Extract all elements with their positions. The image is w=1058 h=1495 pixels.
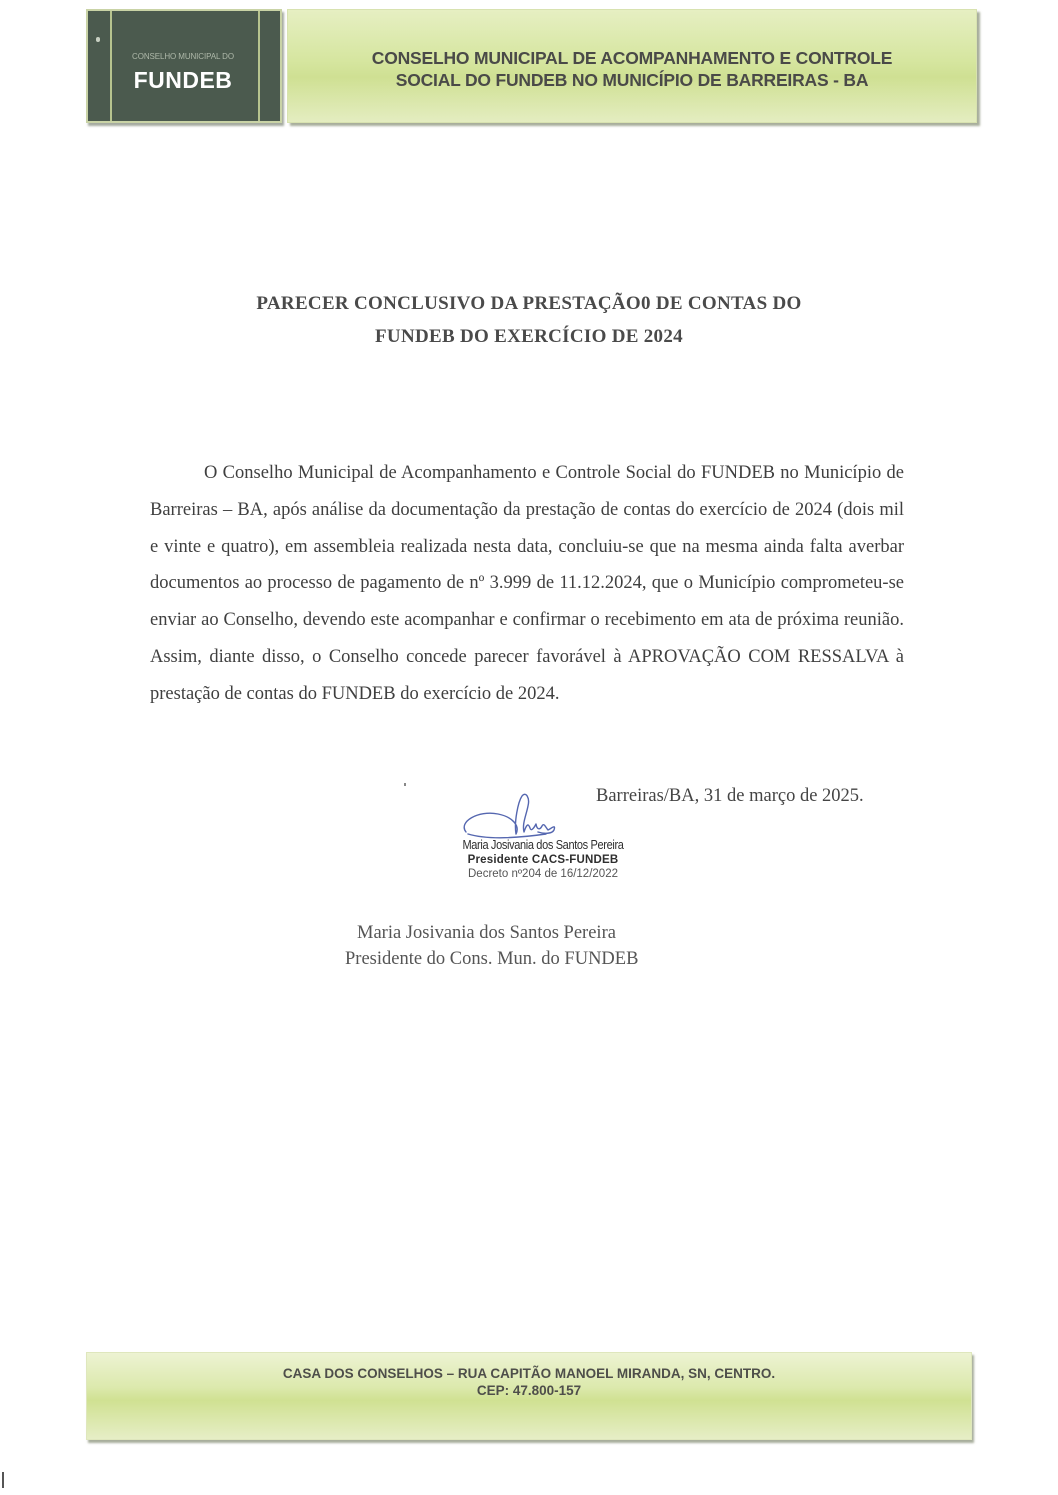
scan-speck xyxy=(404,783,406,786)
footer-banner xyxy=(86,1352,972,1440)
signer-role: Presidente do Cons. Mun. do FUNDEB xyxy=(345,949,639,969)
header-banner xyxy=(287,9,977,123)
scan-artifact xyxy=(2,1472,4,1488)
organization-name xyxy=(288,47,976,91)
signer-name: Maria Josivania dos Santos Pereira xyxy=(357,923,616,943)
document-title-line-2: FUNDEB DO EXERCÍCIO DE 2024 xyxy=(375,326,683,347)
place-and-date: Barreiras/BA, 31 de março de 2025. xyxy=(596,786,864,806)
logo-subtitle: CONSELHO MUNICIPAL DO xyxy=(132,52,234,61)
footer-address-block xyxy=(87,1365,971,1399)
stamp-role: Presidente CACS-FUNDEB xyxy=(467,854,619,866)
document-title xyxy=(0,287,1058,353)
document-title-line-1: PARECER CONCLUSIVO DA PRESTAÇÃO0 DE CONTAS DO xyxy=(256,293,802,314)
stamp-name: Maria Josivania dos Santos Pereira xyxy=(462,838,624,852)
signer-block xyxy=(345,920,638,972)
handwritten-signature-icon xyxy=(458,792,578,844)
logo-title: FUNDEB xyxy=(133,67,233,93)
logo-mark xyxy=(96,37,100,42)
opinion-paragraph: O Conselho Municipal de Acompanhamento e Controle Social do FUNDEB no Município de Barreiras – BA, após análise da documentação da prestação de contas do exercício de 2024 (dois mil e vinte e quatro), em assembleia realizada nesta data, concluiu-se que na mesma ainda falta averbar documentos ao processo de pagamento de nº 3.999 de 11.12.2024, que o Município comprometeu-se enviar ao Conselho, devendo este acompanhar e confirmar o recebimento em ata de próxima reunião. Assim, diante disso, o Conselho concede parecer favorável à APROVAÇÃO COM RESSALVA à prestação de contas do FUNDEB do exercício de 2024. xyxy=(150,463,904,704)
stamp-decree: Decreto nº204 de 16/12/2022 xyxy=(468,868,618,880)
footer-address: CASA DOS CONSELHOS – RUA CAPITÃO MANOEL MIRANDA, SN, CENTRO. xyxy=(282,1366,776,1381)
logo-divider-left xyxy=(110,11,112,121)
organization-name-line-2: SOCIAL DO FUNDEB NO MUNICÍPIO DE BARREIRAS - BA xyxy=(395,70,869,90)
logo-divider-right xyxy=(258,11,260,121)
footer-cep: CEP: 47.800-157 xyxy=(476,1383,582,1398)
organization-name-line-1: CONSELHO MUNICIPAL DE ACOMPANHAMENTO E CONTROLE xyxy=(371,48,893,68)
fundeb-logo xyxy=(86,9,282,123)
signature-stamp xyxy=(448,838,638,881)
